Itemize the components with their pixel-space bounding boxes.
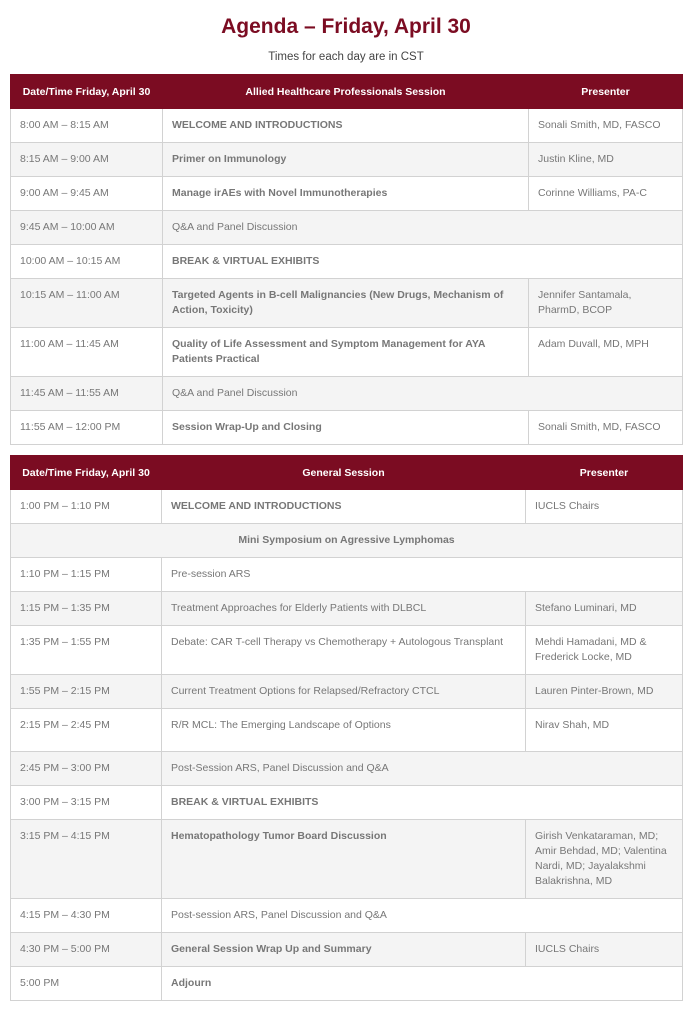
table-header-row — [11, 456, 683, 490]
time-cell: 5:00 PM — [11, 967, 162, 1001]
time-cell: 1:35 PM – 1:55 PM — [11, 626, 162, 675]
table-row — [11, 558, 683, 592]
table-row — [11, 328, 683, 377]
presenter-cell: Lauren Pinter-Brown, MD — [526, 675, 683, 709]
page-subtitle: Times for each day are in CST — [268, 51, 424, 63]
title-cell: Adjourn — [162, 967, 683, 1001]
title-cell: BREAK & VIRTUAL EXHIBITS — [162, 786, 683, 820]
title-cell: Hematopathology Tumor Board Discussion — [162, 820, 526, 899]
title-cell: BREAK & VIRTUAL EXHIBITS — [163, 245, 683, 279]
title-cell: Session Wrap-Up and Closing — [163, 411, 529, 445]
table-row — [11, 279, 683, 328]
table-row — [11, 592, 683, 626]
title-cell: Pre-session ARS — [162, 558, 683, 592]
time-cell: 9:45 AM – 10:00 AM — [11, 211, 163, 245]
presenter-cell: IUCLS Chairs — [526, 933, 683, 967]
presenter-cell: Jennifer Santamala, PharmD, BCOP — [529, 279, 683, 328]
column-header-datetime: Date/Time Friday, April 30 — [11, 75, 163, 109]
table-row — [11, 786, 683, 820]
table-row — [11, 143, 683, 177]
title-cell: Q&A and Panel Discussion — [163, 377, 683, 411]
presenter-cell: Girish Venkataraman, MD; Amir Behdad, MD; Valentina Nardi, MD; Jayalakshmi Balakrishna, MD — [526, 820, 683, 899]
time-cell: 11:00 AM – 11:45 AM — [11, 328, 163, 377]
time-cell: 3:00 PM – 3:15 PM — [11, 786, 162, 820]
time-cell: 10:00 AM – 10:15 AM — [11, 245, 163, 279]
table-row — [11, 933, 683, 967]
presenter-cell: Sonali Smith, MD, FASCO — [529, 109, 683, 143]
time-cell: 1:10 PM – 1:15 PM — [11, 558, 162, 592]
presenter-cell: Stefano Luminari, MD — [526, 592, 683, 626]
title-cell: Current Treatment Options for Relapsed/Refractory CTCL — [162, 675, 526, 709]
presenter-cell: Nirav Shah, MD — [526, 709, 683, 752]
time-cell: 4:30 PM – 5:00 PM — [11, 933, 162, 967]
table-row — [11, 967, 683, 1001]
presenter-cell: Adam Duvall, MD, MPH — [529, 328, 683, 377]
column-header-datetime: Date/Time Friday, April 30 — [11, 456, 162, 490]
table-row — [11, 899, 683, 933]
title-cell: Manage irAEs with Novel Immunotherapies — [163, 177, 529, 211]
presenter-cell: Corinne Williams, PA-C — [529, 177, 683, 211]
table-subheading-row — [11, 524, 683, 558]
symposium-heading: Mini Symposium on Agressive Lymphomas — [11, 524, 683, 558]
table-header-row — [11, 75, 683, 109]
page-title: Agenda – Friday, April 30 — [221, 15, 471, 38]
title-cell: Targeted Agents in B-cell Malignancies (New Drugs, Mechanism of Action, Toxicity) — [163, 279, 529, 328]
title-cell: WELCOME AND INTRODUCTIONS — [163, 109, 529, 143]
time-cell: 11:45 AM – 11:55 AM — [11, 377, 163, 411]
time-cell: 1:15 PM – 1:35 PM — [11, 592, 162, 626]
time-cell: 1:00 PM – 1:10 PM — [11, 490, 162, 524]
presenter-cell: IUCLS Chairs — [526, 490, 683, 524]
column-header-session: General Session — [162, 456, 526, 490]
table-row — [11, 411, 683, 445]
time-cell: 2:45 PM – 3:00 PM — [11, 752, 162, 786]
column-header-session: Allied Healthcare Professionals Session — [163, 75, 529, 109]
table-row — [11, 490, 683, 524]
title-cell: Treatment Approaches for Elderly Patients with DLBCL — [162, 592, 526, 626]
presenter-cell: Mehdi Hamadani, MD & Frederick Locke, MD — [526, 626, 683, 675]
agenda-table-allied-session — [10, 74, 683, 445]
table-row — [11, 109, 683, 143]
title-cell: WELCOME AND INTRODUCTIONS — [162, 490, 526, 524]
table-row — [11, 211, 683, 245]
table-row — [11, 626, 683, 675]
title-cell: Quality of Life Assessment and Symptom Management for AYA Patients Practical — [163, 328, 529, 377]
time-cell: 11:55 AM – 12:00 PM — [11, 411, 163, 445]
column-header-presenter: Presenter — [526, 456, 683, 490]
presenter-cell: Justin Kline, MD — [529, 143, 683, 177]
time-cell: 1:55 PM – 2:15 PM — [11, 675, 162, 709]
time-cell: 10:15 AM – 11:00 AM — [11, 279, 163, 328]
title-cell: Primer on Immunology — [163, 143, 529, 177]
time-cell: 4:15 PM – 4:30 PM — [11, 899, 162, 933]
time-cell: 2:15 PM – 2:45 PM — [11, 709, 162, 752]
presenter-cell: Sonali Smith, MD, FASCO — [529, 411, 683, 445]
time-cell: 3:15 PM – 4:15 PM — [11, 820, 162, 899]
time-cell: 8:15 AM – 9:00 AM — [11, 143, 163, 177]
title-cell: Q&A and Panel Discussion — [163, 211, 683, 245]
table-row — [11, 377, 683, 411]
title-cell: R/R MCL: The Emerging Landscape of Options — [162, 709, 526, 752]
title-cell: Post-Session ARS, Panel Discussion and Q&A — [162, 752, 683, 786]
table-row — [11, 820, 683, 899]
title-cell: Debate: CAR T-cell Therapy vs Chemotherapy + Autologous Transplant — [162, 626, 526, 675]
table-row — [11, 177, 683, 211]
title-cell: General Session Wrap Up and Summary — [162, 933, 526, 967]
agenda-table-general-session — [10, 455, 683, 1001]
table-row — [11, 752, 683, 786]
table-row — [11, 675, 683, 709]
table-row — [11, 709, 683, 752]
time-cell: 9:00 AM – 9:45 AM — [11, 177, 163, 211]
title-cell: Post-session ARS, Panel Discussion and Q&A — [162, 899, 683, 933]
time-cell: 8:00 AM – 8:15 AM — [11, 109, 163, 143]
column-header-presenter: Presenter — [529, 75, 683, 109]
table-row — [11, 245, 683, 279]
